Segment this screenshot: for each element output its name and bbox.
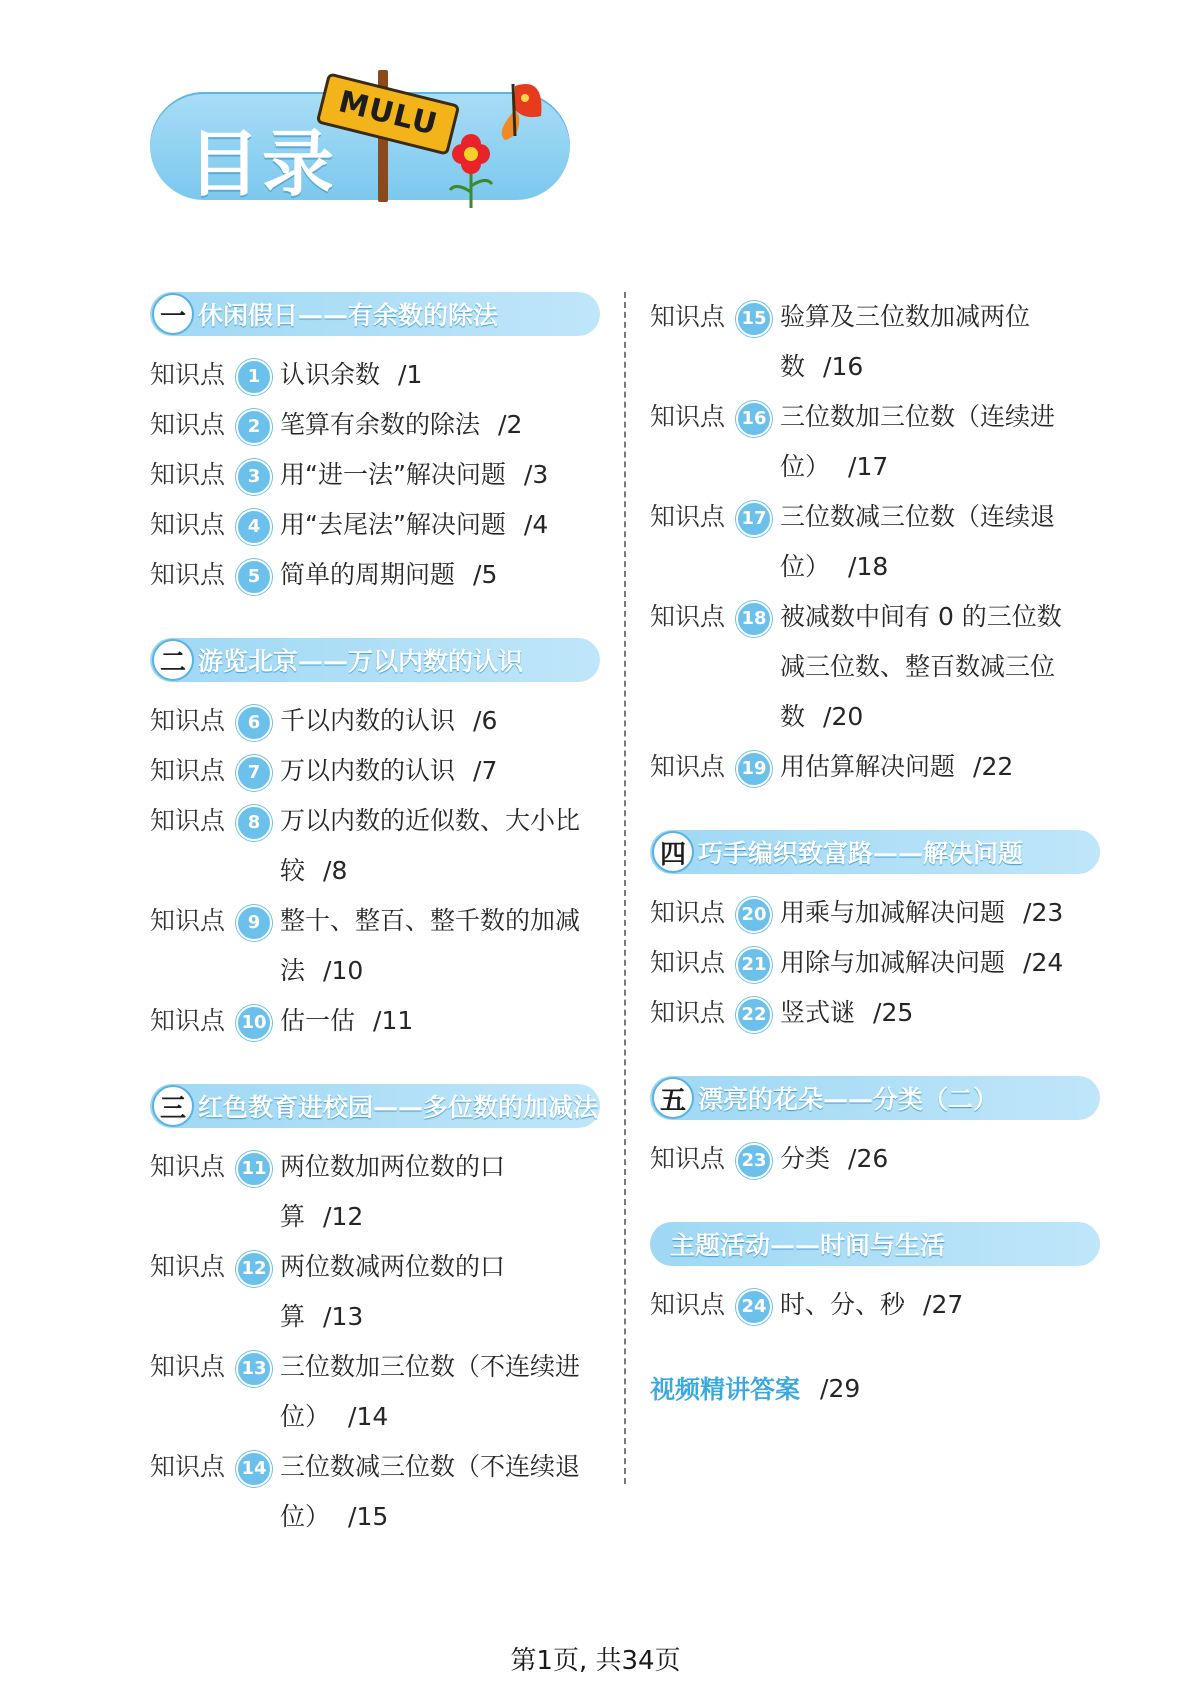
entry-number-badge: 15 — [736, 301, 772, 337]
entry-label: 知识点 — [150, 1352, 226, 1381]
entry-text: 用“进一法”解决问题 — [280, 460, 506, 489]
section-gap — [650, 1038, 1100, 1076]
toc-entry[interactable] — [650, 492, 1100, 592]
signpost-board: MULU — [316, 72, 461, 155]
entry-title — [280, 896, 580, 996]
entry-number-badge: 12 — [236, 1251, 272, 1287]
entry-number-badge: 8 — [236, 805, 272, 841]
entry-label: 知识点 — [150, 560, 226, 589]
section-header-theme[interactable] — [650, 1222, 1100, 1266]
section-title: 主题活动——时间与生活 — [670, 1231, 946, 1260]
entry-text: 千以内数的认识 — [280, 706, 456, 735]
answers-page: /29 — [820, 1373, 861, 1403]
toc-entry[interactable] — [650, 938, 1100, 988]
toc-entry[interactable] — [150, 996, 600, 1046]
entry-title — [280, 1242, 580, 1342]
entry-number-badge: 2 — [236, 409, 272, 445]
toc-entry[interactable] — [150, 1442, 600, 1542]
toc-entry[interactable] — [150, 400, 600, 450]
entry-number-badge: 4 — [236, 509, 272, 545]
section-title: 休闲假日——有余数的除法 — [198, 301, 499, 330]
entry-text: 万以内数的近似数、大小比较 — [280, 806, 581, 885]
entry-text: 三位数加三位数（不连续进位） — [280, 1352, 581, 1431]
entry-label: 知识点 — [150, 410, 226, 439]
entry-number-badge: 9 — [236, 905, 272, 941]
section-header-3[interactable] — [150, 1084, 600, 1128]
entry-text: 两位数减两位数的口算 — [280, 1252, 506, 1331]
entry-title — [780, 888, 1080, 938]
section-title: 红色教育进校园——多位数的加减法 — [198, 1093, 599, 1122]
entry-label: 知识点 — [650, 302, 726, 331]
entry-title — [780, 938, 1080, 988]
entry-number-badge: 23 — [736, 1143, 772, 1179]
section-number: 一 — [152, 293, 194, 335]
entry-text: 用除与加减解决问题 — [780, 948, 1006, 977]
toc-entry[interactable] — [150, 550, 600, 600]
entry-label: 知识点 — [150, 906, 226, 935]
entry-text: 用乘与加减解决问题 — [780, 898, 1006, 927]
entry-number-badge: 21 — [736, 947, 772, 983]
section-gap — [650, 1184, 1100, 1222]
entry-page: /7 — [473, 756, 498, 785]
entry-page: /5 — [473, 560, 498, 589]
toc-left-column — [150, 292, 600, 1542]
entry-label: 知识点 — [650, 502, 726, 531]
entry-page: /2 — [498, 410, 523, 439]
toc-entry[interactable] — [650, 292, 1100, 392]
toc-entry[interactable] — [150, 500, 600, 550]
entry-page: /22 — [973, 752, 1014, 781]
toc-entry[interactable] — [150, 450, 600, 500]
entry-text: 竖式谜 — [780, 998, 856, 1027]
entry-text: 时、分、秒 — [780, 1290, 906, 1319]
section-title: 巧手编织致富路——解决问题 — [698, 839, 1024, 868]
toc-entry[interactable] — [150, 1242, 600, 1342]
entry-page: /8 — [323, 856, 348, 885]
entry-number-badge: 7 — [236, 755, 272, 791]
section-header-5[interactable] — [650, 1076, 1100, 1120]
entry-label: 知识点 — [650, 752, 726, 781]
entry-title — [780, 392, 1080, 492]
toc-right-column — [650, 292, 1100, 1406]
toc-entry[interactable] — [150, 1142, 600, 1242]
answers-label: 视频精讲答案 — [650, 1375, 801, 1404]
entry-page: /1 — [398, 360, 423, 389]
page-footer: 第1页, 共34页 — [510, 1646, 681, 1676]
entry-number-badge: 5 — [236, 559, 272, 595]
section-number: 五 — [652, 1077, 694, 1119]
entry-title — [280, 746, 580, 796]
entry-page: /14 — [348, 1402, 389, 1431]
entry-page: /20 — [823, 702, 864, 731]
section-gap — [150, 600, 600, 638]
entry-number-badge: 11 — [236, 1151, 272, 1187]
entry-number-badge: 18 — [736, 601, 772, 637]
entry-number-badge: 24 — [736, 1289, 772, 1325]
entry-title — [780, 292, 1080, 392]
entry-label: 知识点 — [150, 1006, 226, 1035]
section-title: 漂亮的花朵——分类（二） — [698, 1085, 999, 1114]
entry-page: /25 — [873, 998, 914, 1027]
entry-page: /11 — [373, 1006, 414, 1035]
toc-entry[interactable] — [650, 742, 1100, 792]
toc-entry[interactable] — [150, 350, 600, 400]
entry-title — [280, 400, 580, 450]
entry-title — [780, 742, 1080, 792]
entry-text: 两位数加两位数的口算 — [280, 1152, 506, 1231]
section-number: 二 — [152, 639, 194, 681]
entry-number-badge: 16 — [736, 401, 772, 437]
entry-number-badge: 6 — [236, 705, 272, 741]
entry-text: 简单的周期问题 — [280, 560, 456, 589]
entry-label: 知识点 — [150, 510, 226, 539]
section-header-1[interactable] — [150, 292, 600, 336]
entry-label: 知识点 — [150, 1152, 226, 1181]
entry-label: 知识点 — [650, 998, 726, 1027]
entry-label: 知识点 — [150, 806, 226, 835]
toc-header-banner — [150, 84, 570, 206]
entry-title — [280, 996, 580, 1046]
entry-text: 三位数加三位数（连续进位） — [780, 402, 1056, 481]
entry-page: /4 — [523, 510, 549, 539]
entry-text: 分类 — [780, 1144, 831, 1173]
entry-number-badge: 14 — [236, 1451, 272, 1487]
entry-text: 验算及三位数加减两位数 — [780, 302, 1031, 381]
entry-label: 知识点 — [150, 460, 226, 489]
section-gap — [650, 792, 1100, 830]
entry-label: 知识点 — [150, 360, 226, 389]
entry-page: /12 — [323, 1202, 364, 1231]
entry-text: 三位数减三位数（连续退位） — [780, 502, 1056, 581]
toc-entry[interactable] — [650, 392, 1100, 492]
butterfly-icon — [475, 76, 555, 156]
entry-number-badge: 20 — [736, 897, 772, 933]
entry-number-badge: 3 — [236, 459, 272, 495]
toc-entry[interactable] — [650, 888, 1100, 938]
entry-page: /16 — [823, 352, 864, 381]
entry-text: 认识余数 — [280, 360, 381, 389]
page-title: 目录 — [188, 122, 337, 206]
entry-number-badge: 22 — [736, 997, 772, 1033]
entry-page: /24 — [1023, 948, 1064, 977]
entry-page: /27 — [923, 1290, 964, 1319]
entry-text: 估一估 — [280, 1006, 356, 1035]
entry-page: /3 — [523, 460, 549, 489]
entry-title — [280, 500, 580, 550]
entry-page: /23 — [1023, 898, 1064, 927]
section-header-2[interactable] — [150, 638, 600, 682]
section-header-4[interactable] — [650, 830, 1100, 874]
entry-label: 知识点 — [650, 1290, 726, 1319]
entry-text: 万以内数的认识 — [280, 756, 456, 785]
entry-title — [780, 1280, 1080, 1330]
entry-page: /6 — [473, 706, 498, 735]
entry-page: /18 — [848, 552, 889, 581]
entry-text: 三位数减三位数（不连续退位） — [280, 1452, 581, 1531]
toc-entry[interactable] — [150, 1342, 600, 1442]
entry-text: 用估算解决问题 — [780, 752, 956, 781]
entry-page: /17 — [848, 452, 889, 481]
section-gap — [150, 1046, 600, 1084]
entry-title — [280, 1142, 580, 1242]
entry-label: 知识点 — [650, 602, 726, 631]
entry-title — [280, 1442, 580, 1542]
entry-title — [280, 696, 580, 746]
entry-title — [780, 592, 1080, 742]
entry-text: 笔算有余数的除法 — [280, 410, 481, 439]
entry-title — [280, 1342, 580, 1442]
entry-title — [280, 550, 580, 600]
entry-number-badge: 1 — [236, 359, 272, 395]
entry-page: /26 — [848, 1144, 889, 1173]
entry-text: 被减数中间有 0 的三位数减三位数、整百数减三位数 — [780, 602, 1062, 731]
entry-page: /13 — [323, 1302, 364, 1331]
toc-entry[interactable] — [150, 696, 600, 746]
toc-entry[interactable] — [650, 1134, 1100, 1184]
toc-entry[interactable] — [650, 988, 1100, 1038]
section-number: 三 — [152, 1085, 194, 1127]
entry-label: 知识点 — [150, 1252, 226, 1281]
entry-number-badge: 10 — [236, 1005, 272, 1041]
toc-entry[interactable] — [150, 796, 600, 896]
entry-page: /10 — [323, 956, 364, 985]
entry-title — [780, 492, 1080, 592]
entry-text: 整十、整百、整千数的加减法 — [280, 906, 581, 985]
entry-number-badge: 17 — [736, 501, 772, 537]
entry-number-badge: 19 — [736, 751, 772, 787]
toc-entry[interactable] — [150, 896, 600, 996]
entry-label: 知识点 — [650, 898, 726, 927]
column-divider — [624, 292, 626, 1484]
section-number: 四 — [652, 831, 694, 873]
entry-title — [280, 450, 580, 500]
toc-entry[interactable] — [650, 592, 1100, 742]
entry-title — [280, 350, 580, 400]
entry-label: 知识点 — [650, 948, 726, 977]
toc-entry[interactable] — [650, 1280, 1100, 1330]
entry-label: 知识点 — [150, 756, 226, 785]
entry-label: 知识点 — [650, 1144, 726, 1173]
entry-title — [280, 796, 580, 896]
section-title: 游览北京——万以内数的认识 — [198, 647, 524, 676]
entry-title — [780, 1134, 1080, 1184]
entry-label: 知识点 — [150, 1452, 226, 1481]
entry-label: 知识点 — [650, 402, 726, 431]
answers-entry[interactable] — [650, 1370, 1100, 1406]
entry-text: 用“去尾法”解决问题 — [280, 510, 506, 539]
entry-number-badge: 13 — [236, 1351, 272, 1387]
entry-title — [780, 988, 1080, 1038]
entry-label: 知识点 — [150, 706, 226, 735]
entry-page: /15 — [348, 1502, 389, 1531]
toc-entry[interactable] — [150, 746, 600, 796]
